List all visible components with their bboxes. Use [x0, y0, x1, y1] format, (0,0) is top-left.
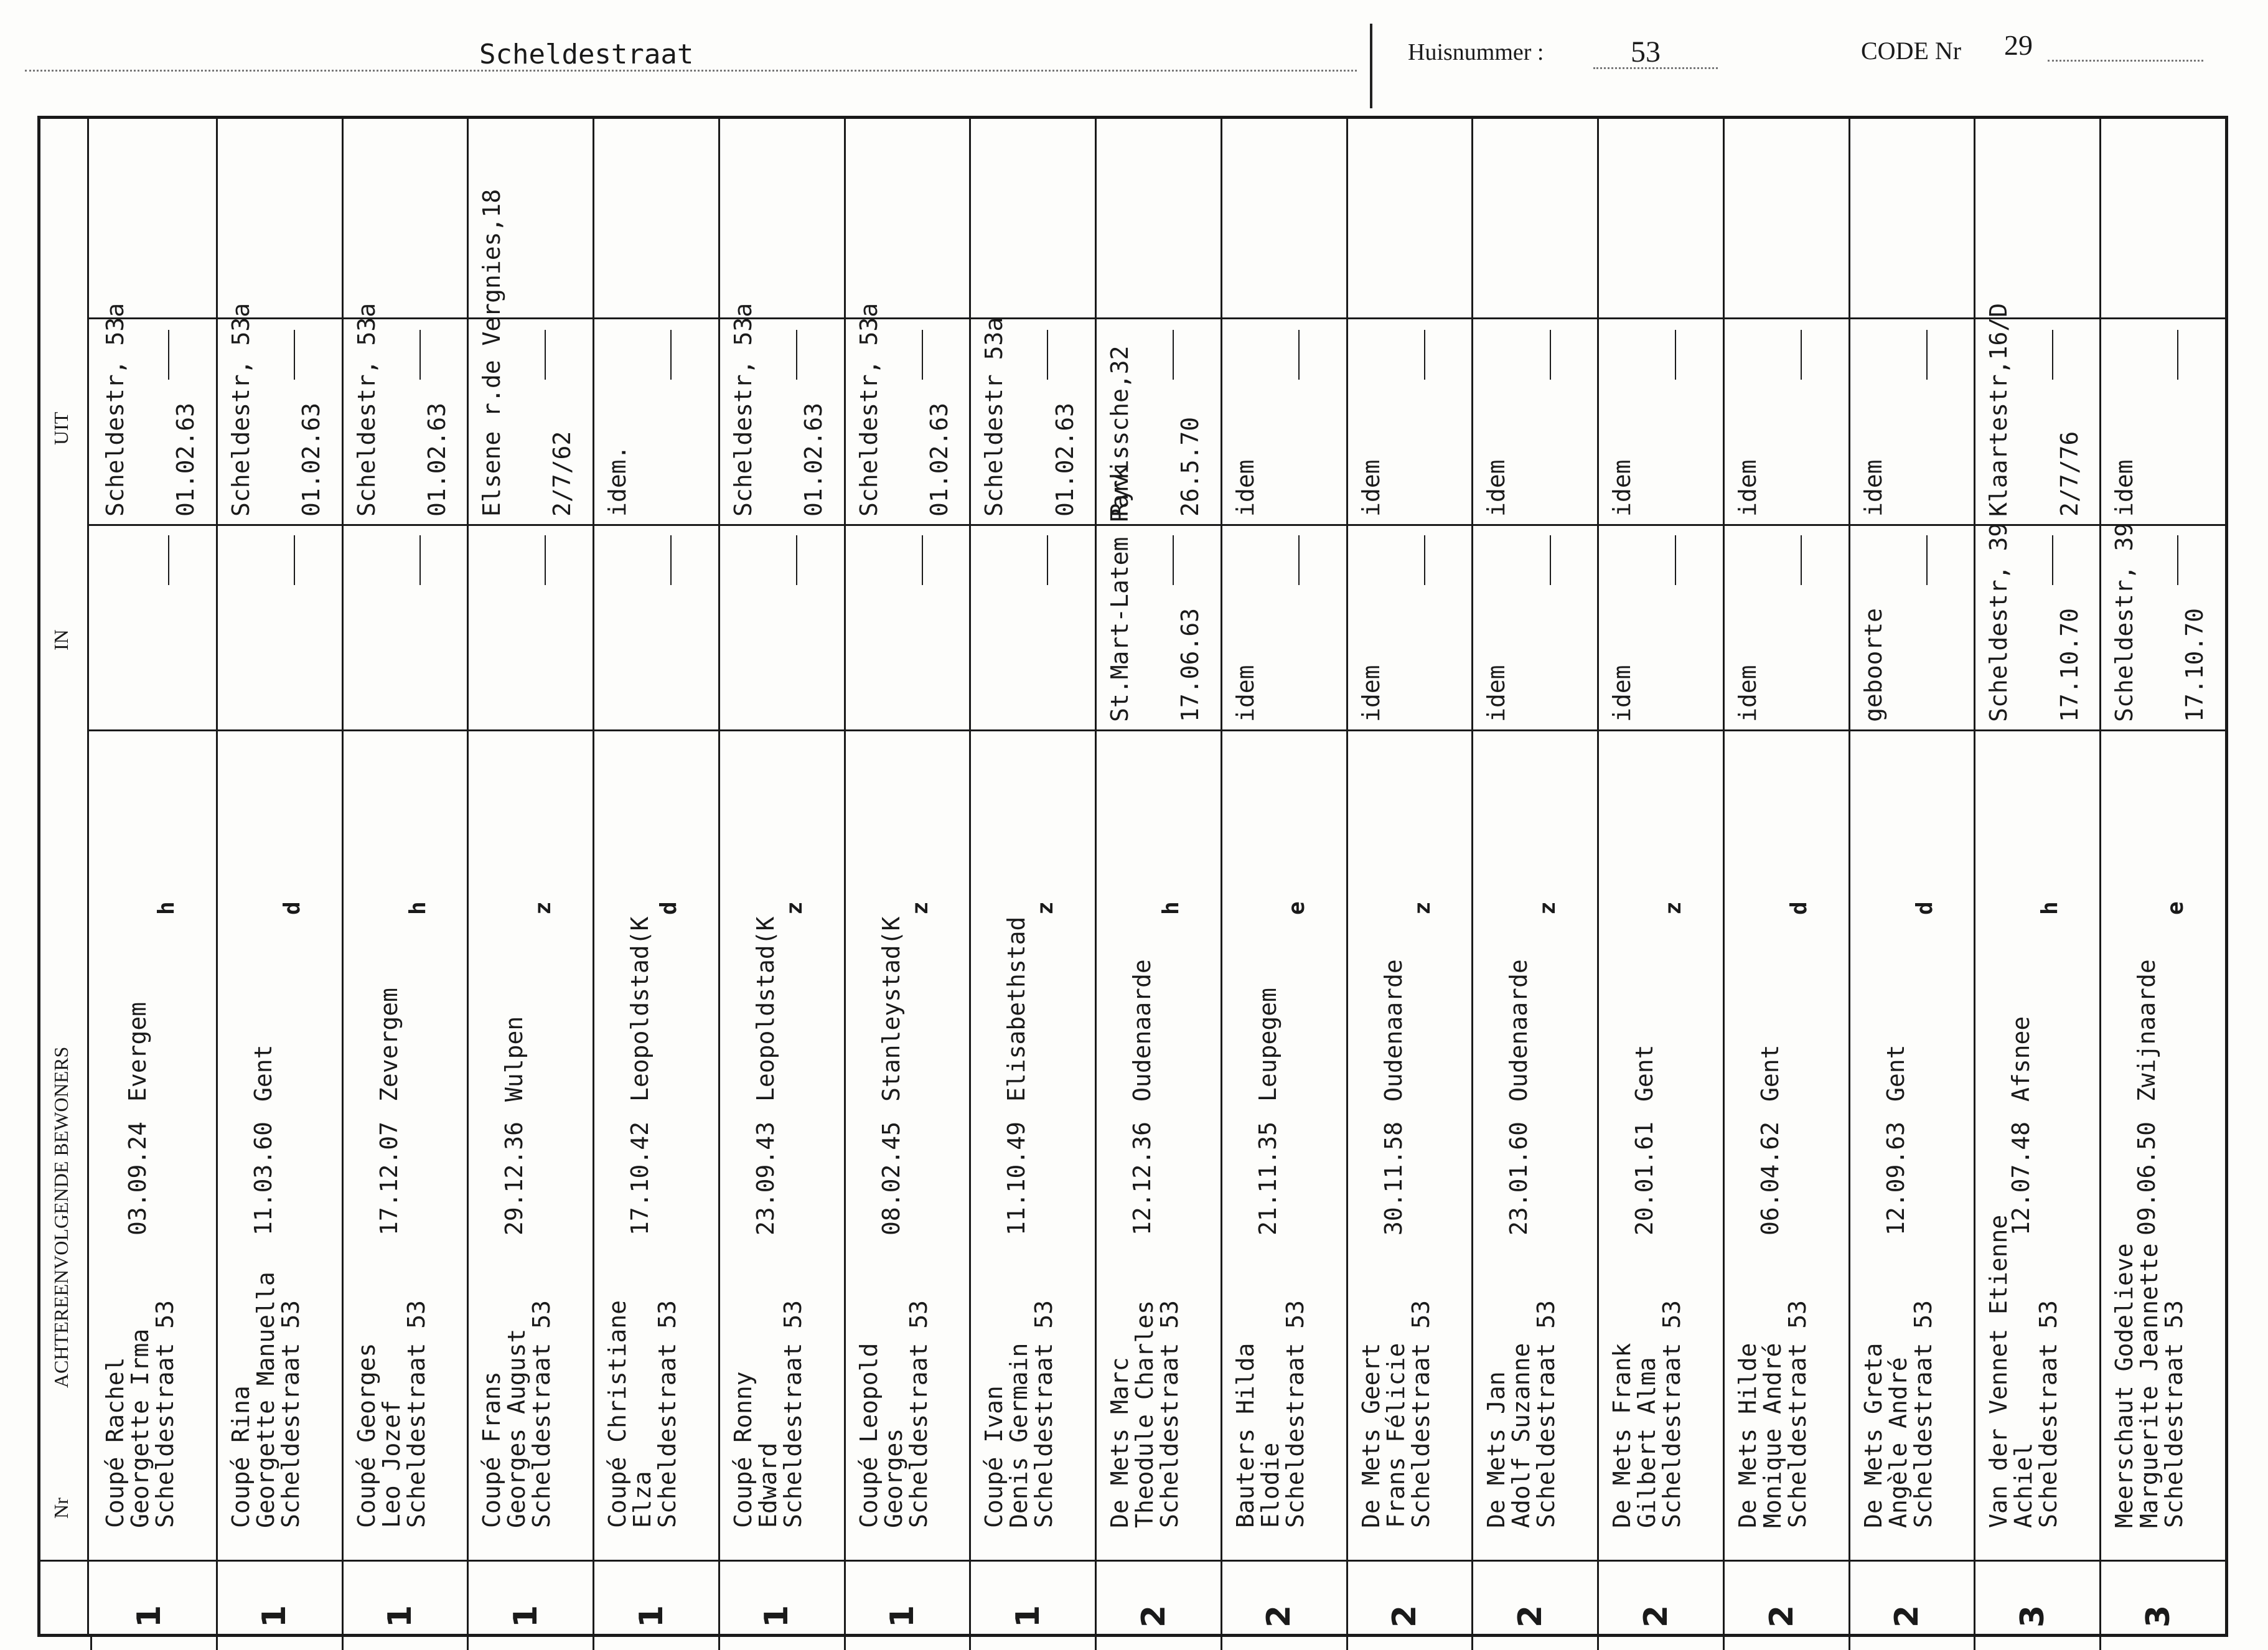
birth-date: 11.03.60 — [249, 1121, 277, 1235]
birth-place: Zwijnaarde — [2133, 959, 2161, 1102]
cell-subdivider-in — [1298, 535, 1300, 585]
cell-subdivider-uit — [168, 330, 169, 380]
cell-subdivider-uit — [922, 330, 923, 380]
uit-place: Scheldestr 53a — [980, 317, 1008, 517]
bottom-tick — [969, 1637, 971, 1650]
resident-name-line1: Coupé Frans — [478, 1371, 506, 1528]
cell-subdivider-uit — [1047, 330, 1048, 380]
sex-code: h — [405, 901, 431, 915]
cell-subdivider-uit — [419, 330, 421, 380]
resident-address: Scheldestraat 53 — [276, 1300, 304, 1528]
resident-name-line1: De Mets Frank — [1608, 1343, 1636, 1528]
in-place: idem — [1483, 665, 1511, 722]
row-number: 1 — [1009, 1605, 1047, 1628]
sex-code: d — [656, 901, 682, 915]
cell-subdivider-in — [796, 535, 797, 585]
bottom-tick-marks — [37, 1637, 2228, 1650]
resident-name-line2: Theodule Charles — [1131, 1300, 1159, 1528]
birth-place: Wulpen — [500, 1016, 528, 1102]
resident-name-line2: Georgette Manuella — [251, 1272, 279, 1528]
sex-code: z — [1661, 901, 1687, 915]
birth-date: 29.12.36 — [500, 1121, 528, 1235]
row-number: 2 — [1135, 1605, 1173, 1628]
birth-place: Oudenaarde — [1505, 959, 1533, 1102]
sex-code: z — [1409, 901, 1435, 915]
bottom-tick — [1597, 1637, 1599, 1650]
cell-subdivider-uit — [2177, 330, 2178, 380]
birth-date: 12.09.63 — [1881, 1121, 1910, 1235]
cell-subdivider-uit — [1173, 330, 1174, 380]
huisnummer-label: Huisnummer : — [1408, 39, 1544, 65]
cell-subdivider-in — [1173, 535, 1174, 585]
uit-date: 01.02.63 — [799, 402, 827, 517]
uit-place: idem — [2111, 459, 2139, 517]
uit-date: 01.02.63 — [1051, 402, 1079, 517]
uit-place: Scheldestr, 53a — [855, 302, 883, 517]
birth-date: 11.10.49 — [1003, 1121, 1031, 1235]
uit-place: Scheldestr, 53a — [352, 302, 380, 517]
row-divider — [1471, 118, 1473, 1637]
resident-name-line2: Elodie — [1256, 1442, 1284, 1528]
birth-place: Leupegem — [1253, 987, 1282, 1102]
in-date: 17.06.63 — [1176, 607, 1204, 722]
uit-place: Elsene r.de Vergnies,18 — [478, 189, 506, 517]
uit-date: 2/7/62 — [548, 431, 576, 517]
resident-address: Scheldestraat 53 — [1658, 1300, 1686, 1528]
resident-name-line1: Van der Vennet Etienne — [1985, 1214, 2013, 1528]
sex-code: z — [1535, 901, 1561, 915]
resident-name-line2: Angèle André — [1884, 1357, 1912, 1528]
birth-date: 12.07.48 — [2007, 1121, 2035, 1235]
cell-subdivider-uit — [1424, 330, 1425, 380]
cell-subdivider-uit — [294, 330, 295, 380]
resident-name-line1: Coupé Christiane — [604, 1300, 632, 1528]
resident-name-line2: Georges — [879, 1428, 907, 1528]
row-number: 1 — [382, 1605, 419, 1628]
uit-date: 01.02.63 — [423, 402, 451, 517]
in-place: idem — [1733, 665, 1761, 722]
sex-code: h — [154, 901, 179, 915]
uit-date: 2/7/76 — [2055, 431, 2083, 517]
resident-name-line2: Edward — [754, 1442, 782, 1528]
resident-address: Scheldestraat 53 — [654, 1300, 682, 1528]
cell-subdivider-in — [2052, 535, 2053, 585]
resident-name-line2: Frans Félicie — [1382, 1343, 1410, 1528]
cell-subdivider-uit — [545, 330, 546, 380]
cell-subdivider-in — [545, 535, 546, 585]
row-number: 2 — [1260, 1605, 1298, 1628]
uit-place: idem — [1231, 459, 1259, 517]
row-number: 2 — [1888, 1605, 1926, 1628]
cell-subdivider-uit — [2052, 330, 2053, 380]
bottom-tick — [2099, 1637, 2101, 1650]
resident-name-line2: Georgette Irma — [126, 1328, 154, 1528]
birth-date: 17.12.07 — [375, 1121, 403, 1235]
code-dotted-line — [2048, 60, 2203, 62]
resident-name-line1: Coupé Rachel — [101, 1357, 129, 1528]
uit-top-divider — [87, 317, 2228, 319]
row-number: 2 — [1637, 1605, 1675, 1628]
uit-place: Ryvissche,32 — [1106, 345, 1134, 517]
sex-code: d — [1911, 901, 1938, 915]
resident-address: Scheldestraat 53 — [1407, 1300, 1435, 1528]
cell-subdivider-in — [1550, 535, 1551, 585]
birth-place: Oudenaarde — [1379, 959, 1407, 1102]
birth-place: Gent — [1756, 1044, 1784, 1102]
in-place: idem — [1608, 665, 1636, 722]
uit-place: idem — [1483, 459, 1511, 517]
row-divider — [2099, 118, 2101, 1637]
resident-name-line2: Marguerite Jeannette — [2135, 1243, 2163, 1528]
resident-name-line1: Coupé Ronny — [729, 1371, 757, 1528]
cell-subdivider-in — [168, 535, 169, 585]
in-place: St.Mart-Latem Park — [1106, 466, 1134, 722]
resident-name-line2: Adolf Suzanne — [1507, 1343, 1535, 1528]
birth-date: 08.02.45 — [877, 1121, 905, 1235]
row-number: 1 — [256, 1605, 294, 1628]
resident-address: Scheldestraat 53 — [1156, 1300, 1184, 1528]
sex-code: z — [530, 901, 556, 915]
cell-subdivider-uit — [1675, 330, 1676, 380]
bewoners-nr-divider — [37, 1560, 2228, 1562]
row-divider — [718, 118, 720, 1637]
uit-in-divider — [87, 524, 2228, 526]
uit-place: idem. — [604, 445, 632, 517]
cell-subdivider-in — [1047, 535, 1048, 585]
sex-code: z — [1033, 901, 1059, 915]
cell-subdivider-in — [419, 535, 421, 585]
sex-code: e — [2163, 901, 2189, 915]
in-place: idem — [1231, 665, 1259, 722]
cell-subdivider-uit — [1550, 330, 1551, 380]
uit-place: idem — [1608, 459, 1636, 517]
row-divider — [1221, 118, 1222, 1637]
birth-place: Leopoldstad(K — [751, 916, 779, 1102]
cell-subdivider-uit — [796, 330, 797, 380]
sex-code: z — [781, 901, 807, 915]
resident-name-line1: De Mets Greta — [1859, 1343, 1887, 1528]
row-divider — [969, 118, 971, 1637]
resident-name-line2: Achiel — [2010, 1442, 2038, 1528]
street-name: Scheldestraat — [479, 39, 694, 70]
bottom-tick — [90, 1637, 92, 1650]
row-divider — [593, 118, 594, 1637]
cell-subdivider-in — [1675, 535, 1676, 585]
uit-place: Klaartestr,16/D — [1985, 302, 2013, 517]
resident-name-line1: Coupé Leopold — [855, 1343, 883, 1528]
uit-date: 01.02.63 — [172, 402, 200, 517]
cell-subdivider-in — [294, 535, 295, 585]
birth-date: 30.11.58 — [1379, 1121, 1407, 1235]
birth-place: Zevergem — [375, 987, 403, 1102]
sex-code: e — [1283, 901, 1310, 915]
birth-date: 23.09.43 — [751, 1121, 779, 1235]
resident-name-line1: De Mets Marc — [1106, 1357, 1134, 1528]
sex-code: h — [2037, 901, 2063, 915]
resident-name-line2: Denis Germain — [1005, 1343, 1033, 1528]
row-number: 2 — [1763, 1605, 1801, 1628]
in-place: Scheldestr, 39 — [1985, 522, 2013, 722]
birth-place: Afsnee — [2007, 1016, 2035, 1102]
bottom-tick — [216, 1637, 218, 1650]
cell-subdivider-in — [1926, 535, 1928, 585]
code-value: 29 — [2004, 29, 2033, 61]
birth-date: 03.09.24 — [124, 1121, 151, 1235]
resident-name-line2: Monique André — [1758, 1343, 1786, 1528]
birth-place: Leopoldstad(K — [626, 916, 654, 1102]
row-divider — [844, 118, 846, 1637]
row-number: 3 — [2139, 1605, 2177, 1628]
resident-name-line1: De Mets Geert — [1357, 1343, 1385, 1528]
row-number: 2 — [1386, 1605, 1424, 1628]
in-date: 17.10.70 — [2181, 607, 2209, 722]
code-label: CODE Nr — [1861, 37, 1962, 65]
resident-address: Scheldestraat 53 — [402, 1300, 430, 1528]
uit-place: Scheldestr, 53a — [729, 302, 757, 517]
row-number: 1 — [632, 1605, 670, 1628]
column-label-bewoners: ACHTEREENVOLGENDE BEWONERS — [50, 1046, 72, 1388]
birth-place: Gent — [249, 1044, 277, 1102]
resident-address: Scheldestraat 53 — [1030, 1300, 1058, 1528]
bottom-tick — [1095, 1637, 1097, 1650]
in-place: idem — [1357, 665, 1385, 722]
resident-name-line1: De Mets Hilde — [1733, 1343, 1761, 1528]
cell-subdivider-in — [670, 535, 672, 585]
uit-place: Scheldestr, 53a — [101, 302, 129, 517]
resident-address: Scheldestraat 53 — [1783, 1300, 1811, 1528]
bottom-tick — [467, 1637, 469, 1650]
resident-name-line1: De Mets Jan — [1483, 1371, 1511, 1528]
resident-name-line1: Bauters Hilda — [1231, 1343, 1259, 1528]
bottom-tick — [844, 1637, 846, 1650]
street-dotted-line — [25, 70, 1357, 72]
birth-place: Stanleystad(K — [877, 916, 905, 1102]
resident-name-line2: Gilbert Alma — [1633, 1357, 1661, 1528]
resident-address: Scheldestraat 53 — [904, 1300, 932, 1528]
uit-date: 01.02.63 — [297, 402, 325, 517]
bottom-tick — [718, 1637, 720, 1650]
uit-date: 26.5.70 — [1176, 416, 1204, 517]
bottom-tick — [1849, 1637, 1850, 1650]
row-divider — [1597, 118, 1599, 1637]
birth-date: 09.06.50 — [2133, 1121, 2161, 1235]
bottom-tick — [342, 1637, 344, 1650]
row-divider — [1974, 118, 1975, 1637]
resident-address: Scheldestraat 53 — [1281, 1300, 1309, 1528]
birth-place: Evergem — [124, 1001, 151, 1102]
resident-name-line2: Elza — [629, 1471, 657, 1528]
birth-place: Oudenaarde — [1128, 959, 1156, 1102]
birth-place: Gent — [1881, 1044, 1910, 1102]
resident-name-line1: Coupé Rina — [227, 1385, 255, 1528]
sex-code: d — [279, 901, 305, 915]
in-date: 17.10.70 — [2055, 607, 2083, 722]
birth-date: 23.01.60 — [1505, 1121, 1533, 1235]
huisnummer-value: 53 — [1631, 35, 1661, 68]
column-label-nr: Nr — [50, 1498, 72, 1519]
huisnummer-dotted-line — [1593, 67, 1718, 69]
resident-name-line1: Meerschaut Godelieve — [2111, 1243, 2139, 1528]
resident-name-line1: Coupé Ivan — [980, 1385, 1008, 1528]
cell-subdivider-in — [1424, 535, 1425, 585]
row-divider — [342, 118, 344, 1637]
row-number: 1 — [758, 1605, 796, 1628]
uit-place: idem — [1357, 459, 1385, 517]
row-divider — [1095, 118, 1097, 1637]
page-header — [0, 0, 2268, 112]
sex-code: h — [1158, 901, 1184, 915]
bottom-tick — [593, 1637, 594, 1650]
resident-name-line2: Georges August — [503, 1328, 531, 1528]
cell-subdivider-in — [1801, 535, 1802, 585]
resident-address: Scheldestraat 53 — [779, 1300, 807, 1528]
uit-place: Scheldestr, 53a — [227, 302, 255, 517]
cell-subdivider-uit — [1801, 330, 1802, 380]
row-number: 3 — [2014, 1605, 2052, 1628]
row-divider — [467, 118, 469, 1637]
cell-subdivider-uit — [1298, 330, 1300, 380]
birth-date: 06.04.62 — [1756, 1121, 1784, 1235]
row-number: 1 — [507, 1605, 545, 1628]
cell-subdivider-uit — [1926, 330, 1928, 380]
birth-date: 20.01.61 — [1631, 1121, 1659, 1235]
birth-place: Elisabethstad — [1003, 916, 1031, 1102]
in-place: Scheldestr, 39 — [2111, 522, 2139, 722]
resident-name-line1: Coupé Georges — [352, 1343, 380, 1528]
in-place: geboorte — [1859, 607, 1887, 722]
birth-date: 21.11.35 — [1253, 1121, 1282, 1235]
row-divider — [1346, 118, 1348, 1637]
row-number: 1 — [884, 1605, 922, 1628]
resident-address: Scheldestraat 53 — [151, 1300, 179, 1528]
column-label-uit: UIT — [50, 411, 72, 445]
row-divider — [216, 118, 218, 1637]
resident-address: Scheldestraat 53 — [1909, 1300, 1937, 1528]
resident-address: Scheldestraat 53 — [528, 1300, 556, 1528]
sex-code: d — [1786, 901, 1812, 915]
column-label-in: IN — [50, 629, 72, 650]
bottom-tick — [1221, 1637, 1222, 1650]
row-divider — [1723, 118, 1725, 1637]
cell-subdivider-uit — [670, 330, 672, 380]
bottom-tick — [1974, 1637, 1975, 1650]
resident-address: Scheldestraat 53 — [2160, 1300, 2188, 1528]
bottom-tick — [1723, 1637, 1725, 1650]
row-divider — [1849, 118, 1850, 1637]
resident-address: Scheldestraat 53 — [2035, 1300, 2063, 1528]
birth-date: 12.12.36 — [1128, 1121, 1156, 1235]
header-divider — [1370, 24, 1372, 108]
row-number: 1 — [130, 1605, 168, 1628]
bottom-tick — [1471, 1637, 1473, 1650]
birth-date: 17.10.42 — [626, 1121, 654, 1235]
bottom-tick — [1346, 1637, 1348, 1650]
in-bewoners-divider — [87, 729, 2228, 731]
resident-address: Scheldestraat 53 — [1532, 1300, 1560, 1528]
uit-date: 01.02.63 — [925, 402, 953, 517]
sex-code: z — [907, 901, 933, 915]
uit-place: idem — [1733, 459, 1761, 517]
cell-subdivider-in — [2177, 535, 2178, 585]
cell-subdivider-in — [922, 535, 923, 585]
birth-place: Gent — [1631, 1044, 1659, 1102]
uit-place: idem — [1859, 459, 1887, 517]
row-number: 2 — [1511, 1605, 1549, 1628]
resident-name-line2: Leo Jozef — [377, 1400, 405, 1528]
